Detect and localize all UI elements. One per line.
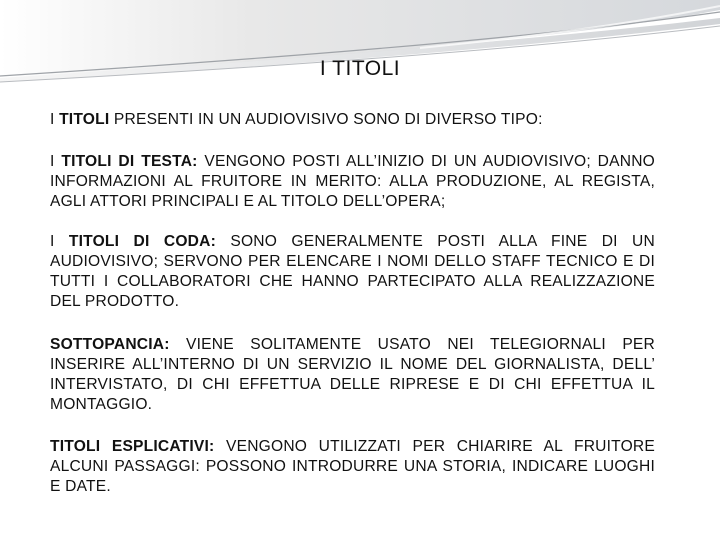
paragraph-term: SOTTOPANCIA: [50, 336, 170, 353]
paragraph-sottopancia [50, 335, 655, 415]
paragraph-term: TITOLI ESPLICATIVI: [50, 438, 215, 455]
paragraph-term: TITOLI DI CODA: [68, 233, 216, 250]
paragraph-titoli-esplicativi [50, 437, 655, 497]
paragraph-text: PRESENTI IN UN AUDIOVISIVO SONO DI DIVERSO TIPO: [109, 111, 543, 128]
paragraph-prefix: I [50, 153, 62, 170]
paragraph-prefix: I [50, 233, 69, 250]
paragraph-titoli-di-testa [50, 152, 655, 212]
paragraph-term: TITOLI [59, 111, 110, 128]
slide-body [50, 110, 655, 497]
paragraph-text: SONO GENERALMENTE POSTI ALLA FINE DI UN AUDIOVISIVO; SERVONO PER ELENCARE I NOMI DELLO STAFF TECNICO E DI TUTTI I COLLABORATORI CHE HANNO PARTECIPATO ALLA REALIZZAZIONE DEL PRODOTTO. [50, 233, 655, 310]
paragraph-text: VIENE SOLITAMENTE USATO NEI TELEGIORNALI PER INSERIRE ALL’INTERNO DI UN SERVIZIO IL NOME DEL GIORNALISTA, DELL’ INTERVISTATO, DI CHI EFFETTUA DELLE RIPRESE E DI CHI EFFETTUA IL MONTAGGIO. [50, 336, 655, 413]
paragraph-term: TITOLI DI TESTA: [61, 153, 198, 170]
paragraph-intro [50, 110, 655, 130]
paragraph-titoli-di-coda [50, 232, 655, 312]
slide-title: I TITOLI [319, 57, 401, 80]
paragraph-prefix: I [50, 111, 60, 128]
paragraph-text: VENGONO UTILIZZATI PER CHIARIRE AL FRUITORE ALCUNI PASSAGGI: POSSONO INTRODURRE UNA STORIA, INDICARE LUOGHI E DATE. [50, 438, 655, 495]
paragraph-text: VENGONO POSTI ALL’INIZIO DI UN AUDIOVISIVO; DANNO INFORMAZIONI AL FRUITORE IN MERITO: ALLA PRODUZIONE, AL REGISTA, AGLI ATTORI PRINCIPALI E AL TITOLO DELL’OPERA; [50, 153, 656, 210]
